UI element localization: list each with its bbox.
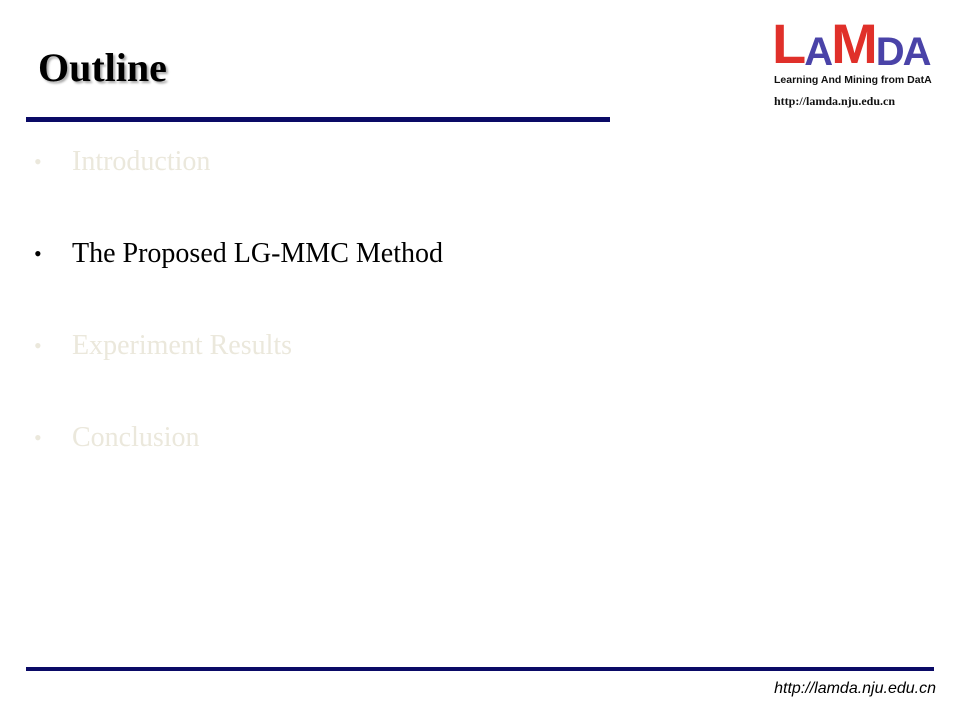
bullet-icon: • <box>34 333 42 358</box>
bullet-icon: • <box>34 241 42 266</box>
title-underline <box>26 117 610 122</box>
outline-item-label: Introduction <box>72 146 211 177</box>
logo-letter-a: A <box>804 30 832 74</box>
footer-rule <box>26 667 934 671</box>
bullet-icon: • <box>34 425 42 450</box>
logo-letter-m: M <box>831 12 876 75</box>
outline-item-label: The Proposed LG-MMC Method <box>72 238 443 269</box>
logo-wordmark <box>772 12 932 75</box>
logo-url: http://lamda.nju.edu.cn <box>774 94 896 108</box>
logo-letter-l: L <box>772 12 805 75</box>
logo-letter-a-final: A <box>902 30 932 74</box>
outline-item-label: Conclusion <box>72 422 200 453</box>
slide-title: Outline <box>38 45 167 90</box>
outline-item-label: Experiment Results <box>72 330 293 361</box>
logo-tagline: Learning And Mining from DatA <box>774 74 932 86</box>
logo-letter-d: D <box>875 30 903 74</box>
lamda-logo <box>770 12 945 111</box>
footer-url: http://lamda.nju.edu.cn <box>774 680 936 697</box>
bullet-icon: • <box>34 149 42 174</box>
